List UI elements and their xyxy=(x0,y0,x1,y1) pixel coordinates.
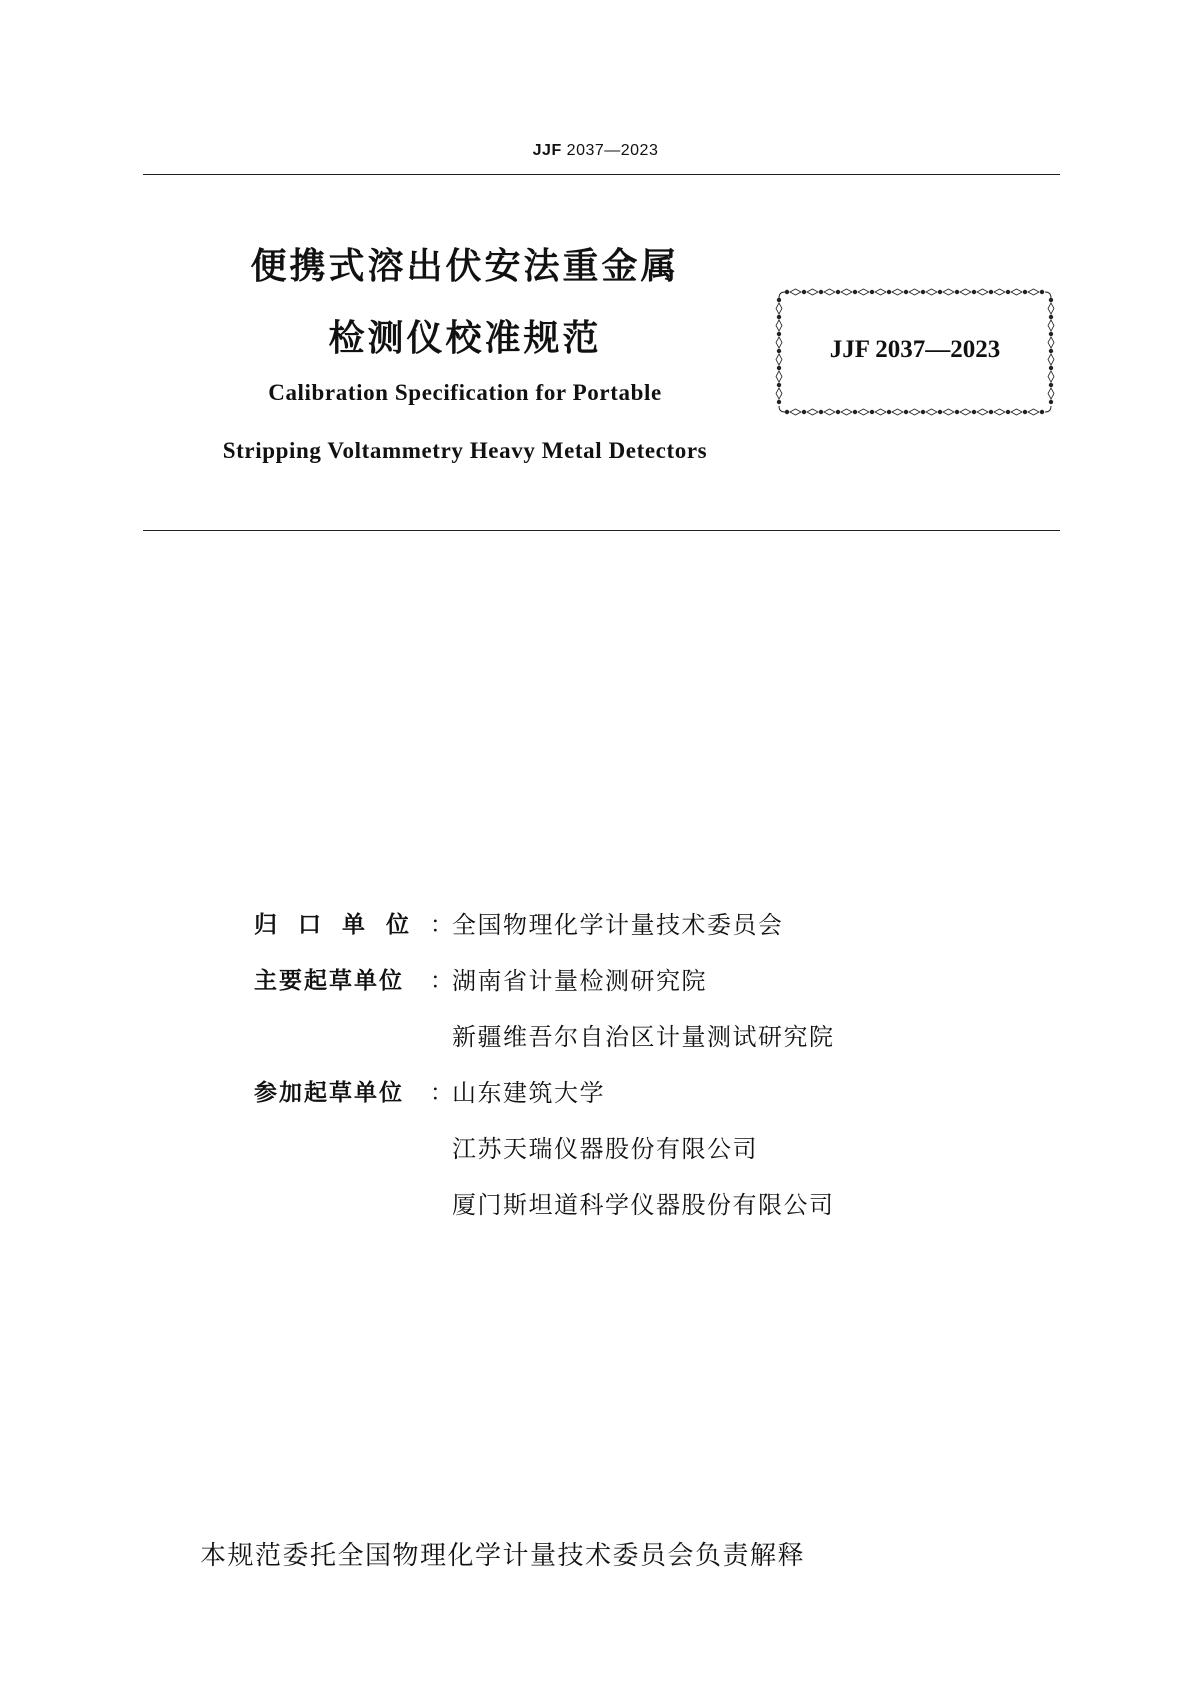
standard-code-box xyxy=(775,288,1055,416)
responsible-unit-label: 归口单位 xyxy=(254,912,430,938)
header-number: 2037—2023 xyxy=(561,142,659,159)
standard-code: JJF 2037—2023 xyxy=(829,336,1001,363)
label-colon: ： xyxy=(430,1080,453,1106)
main-drafting-label: 主要起草单位 xyxy=(254,968,404,994)
title-en-line1: Calibration Specification for Portable xyxy=(268,380,662,405)
label-colon: ： xyxy=(430,968,453,994)
responsible-unit: 全国物理化学计量技术委员会 xyxy=(452,911,784,939)
participating-unit: 厦门斯坦道科学仪器股份有限公司 xyxy=(452,1191,835,1219)
label-colon: ： xyxy=(430,912,453,938)
running-header-code xyxy=(0,142,1191,160)
header-prefix: JJF xyxy=(532,142,562,159)
top-rule xyxy=(143,174,1060,175)
participating-unit: 山东建筑大学 xyxy=(452,1079,605,1107)
participating-label: 参加起草单位 xyxy=(254,1080,404,1106)
bottom-rule xyxy=(143,530,1060,531)
interpretation-note: 本规范委托全国物理化学计量技术委员会负责解释 xyxy=(200,1541,806,1571)
main-drafting-unit: 新疆维吾尔自治区计量测试研究院 xyxy=(452,1023,835,1051)
participating-unit: 江苏天瑞仪器股份有限公司 xyxy=(452,1135,758,1163)
title-cn-line2: 检测仪校准规范 xyxy=(328,318,602,359)
title-cn-line1: 便携式溶出伏安法重金属 xyxy=(250,246,680,287)
main-drafting-unit: 湖南省计量检测研究院 xyxy=(452,967,707,995)
title-en-line2: Stripping Voltammetry Heavy Metal Detectors xyxy=(222,438,708,463)
